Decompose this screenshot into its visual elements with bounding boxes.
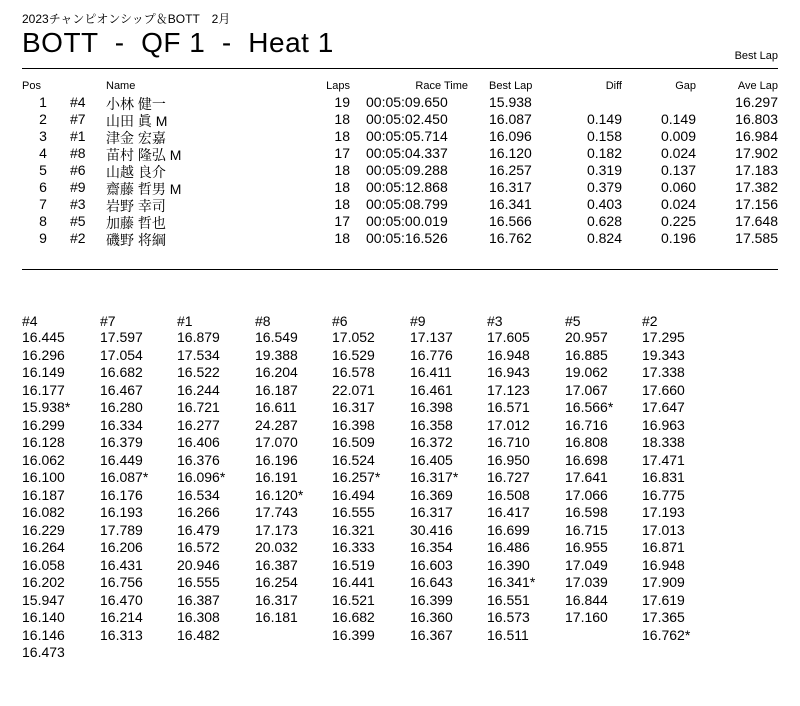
lap-column-header: #3 (487, 313, 503, 329)
result-gap: 0.024 (660, 196, 696, 212)
lap-column-header: #1 (177, 313, 193, 329)
result-laps: 17 (334, 213, 350, 229)
result-ave: 17.902 (735, 145, 778, 161)
result-name: 津金 宏嘉 (106, 130, 166, 146)
col-ave-lap: Ave Lap (737, 80, 778, 92)
lap-time: 16.710 (487, 434, 530, 450)
lap-time: 17.789 (100, 521, 143, 538)
result-row (22, 230, 778, 247)
lap-time: 16.715 (565, 521, 608, 538)
lap-time: 16.831 (642, 469, 685, 485)
result-pos: 9 (39, 230, 47, 246)
lap-time: 17.743 (255, 504, 298, 520)
result-diff: 0.379 (586, 179, 622, 195)
result-ave: 16.803 (735, 111, 778, 127)
lap-time: 16.379 (100, 434, 143, 450)
result-row (22, 196, 778, 213)
result-best: 16.087 (489, 111, 532, 127)
lap-time: 16.372 (410, 434, 453, 450)
lap-time: 16.521 (332, 591, 375, 608)
lap-time: 16.566* (565, 399, 614, 415)
lap-time: 16.321 (332, 521, 375, 538)
lap-time: 16.096* (177, 469, 226, 485)
result-row (22, 162, 778, 179)
bottom-rule (22, 269, 778, 270)
lap-time: 19.343 (642, 346, 685, 363)
lap-time: 16.369 (410, 486, 453, 503)
result-time: 00:05:00.019 (366, 213, 448, 229)
lap-time: 16.762* (642, 626, 691, 643)
lap-time: 16.140 (22, 609, 65, 625)
lap-time: 16.943 (487, 364, 530, 380)
lap-time: 16.333 (332, 539, 375, 555)
result-laps: 18 (334, 196, 350, 212)
result-gap: 0.149 (660, 111, 696, 127)
result-no: #8 (70, 145, 86, 161)
result-laps: 18 (334, 128, 350, 144)
result-pos: 4 (39, 145, 47, 161)
lap-time: 17.660 (642, 381, 685, 398)
result-diff: 0.149 (586, 111, 622, 127)
result-row (22, 94, 778, 111)
lap-time: 16.399 (332, 626, 375, 643)
lap-time: 17.534 (177, 346, 220, 363)
result-pos: 7 (39, 196, 47, 212)
lap-time: 16.204 (255, 364, 298, 380)
page-title: BOTT - QF 1 - Heat 1 (22, 27, 334, 58)
lap-time: 16.479 (177, 521, 220, 538)
col-name: Name (106, 80, 136, 92)
result-ave: 17.156 (735, 196, 778, 212)
lap-time: 16.449 (100, 451, 143, 468)
lap-time: 16.871 (642, 539, 685, 555)
lap-time: 16.187 (255, 381, 298, 398)
lap-column-header: #4 (22, 313, 38, 329)
lap-column (100, 313, 176, 644)
result-diff: 0.158 (586, 128, 622, 144)
lap-column (642, 313, 718, 644)
result-name: 苗村 隆弘 M (106, 147, 182, 163)
lap-time: 16.406 (177, 434, 220, 450)
lap-time: 16.603 (410, 556, 453, 573)
lap-time: 16.202 (22, 574, 65, 590)
lap-time: 16.387 (255, 556, 298, 573)
lap-time: 16.524 (332, 451, 375, 468)
lap-time: 17.123 (487, 381, 530, 398)
lap-time: 16.571 (487, 399, 530, 415)
lap-time: 16.405 (410, 451, 453, 468)
lap-time: 16.486 (487, 539, 530, 555)
lap-time: 17.597 (100, 329, 143, 345)
result-name: 小林 健一 (106, 96, 166, 112)
lap-time: 16.334 (100, 416, 143, 433)
results-table (22, 80, 778, 247)
lap-time: 16.299 (22, 416, 65, 433)
result-ave: 17.585 (735, 230, 778, 246)
lap-time: 16.776 (410, 346, 453, 363)
result-ave: 16.297 (735, 94, 778, 110)
lap-time: 17.013 (642, 521, 685, 538)
lap-time: 16.698 (565, 451, 608, 468)
result-ave: 16.984 (735, 128, 778, 144)
col-pos: Pos (22, 80, 41, 92)
lap-time: 16.367 (410, 626, 453, 643)
lap-column-header: #2 (642, 313, 658, 329)
lap-time: 16.387 (177, 591, 220, 608)
result-pos: 1 (39, 94, 47, 110)
result-no: #3 (70, 196, 86, 212)
result-pos: 6 (39, 179, 47, 195)
result-time: 00:05:02.450 (366, 111, 448, 127)
lap-column (565, 313, 641, 627)
lap-time: 16.149 (22, 364, 65, 380)
lap-time: 16.573 (487, 609, 530, 625)
lap-time: 16.313 (100, 626, 143, 643)
lap-time: 17.066 (565, 486, 608, 503)
lap-column-header: #8 (255, 313, 271, 329)
result-time: 00:05:09.288 (366, 162, 448, 178)
lap-time: 16.578 (332, 364, 375, 380)
lap-time: 16.257* (332, 469, 381, 485)
result-row (22, 213, 778, 230)
result-laps: 18 (334, 162, 350, 178)
lap-column-header: #6 (332, 313, 348, 329)
col-best-lap: Best Lap (489, 80, 533, 92)
lap-time: 15.947 (22, 591, 65, 608)
lap-time: 17.070 (255, 434, 298, 450)
lap-time: 16.317 (332, 399, 375, 415)
lap-column (177, 313, 253, 644)
lap-time: 16.431 (100, 556, 143, 573)
lap-time: 16.317* (410, 469, 459, 485)
lap-time: 17.295 (642, 329, 685, 345)
lap-time: 16.511 (487, 626, 529, 643)
lap-column (332, 313, 408, 644)
lap-time: 16.808 (565, 434, 608, 450)
lap-time: 17.365 (642, 609, 685, 625)
result-gap: 0.009 (660, 128, 696, 144)
result-no: #2 (70, 230, 86, 246)
lap-time: 16.555 (177, 574, 220, 590)
lap-time: 16.699 (487, 521, 530, 538)
lap-time: 15.938* (22, 399, 71, 415)
best-lap-label: Best Lap (734, 50, 778, 62)
lap-time: 18.338 (642, 434, 685, 450)
col-laps: Laps (326, 80, 350, 92)
lap-time: 16.187 (22, 486, 65, 503)
lap-column (255, 313, 331, 627)
lap-time: 16.280 (100, 399, 143, 415)
lap-column (22, 313, 98, 662)
result-name: 加藤 哲也 (106, 215, 166, 231)
lap-time: 20.957 (565, 329, 608, 345)
lap-time: 16.206 (100, 539, 143, 555)
lap-time: 16.264 (22, 539, 65, 555)
result-diff: 0.824 (586, 230, 622, 246)
lap-time: 16.308 (177, 609, 220, 625)
result-no: #1 (70, 128, 86, 144)
lap-time: 16.509 (332, 434, 375, 450)
lap-column-header: #7 (100, 313, 116, 329)
lap-time: 16.176 (100, 486, 143, 503)
lap-time: 16.214 (100, 609, 143, 625)
result-row (22, 111, 778, 128)
lap-time: 17.338 (642, 364, 685, 380)
lap-time: 17.605 (487, 329, 530, 345)
result-best: 16.566 (489, 213, 532, 229)
result-best: 16.120 (489, 145, 532, 161)
result-name: 山田 眞 M (106, 113, 168, 129)
lap-time: 17.054 (100, 346, 143, 363)
lap-time: 16.341* (487, 574, 536, 590)
lap-time: 16.296 (22, 346, 65, 363)
result-time: 00:05:09.650 (366, 94, 448, 110)
result-diff: 0.319 (586, 162, 622, 178)
lap-time: 19.388 (255, 346, 298, 363)
result-pos: 8 (39, 213, 47, 229)
lap-time: 16.756 (100, 574, 143, 590)
lap-time: 16.196 (255, 451, 298, 468)
lap-time: 16.522 (177, 364, 220, 380)
result-no: #6 (70, 162, 86, 178)
top-rule (22, 68, 778, 69)
lap-time: 16.716 (565, 416, 608, 433)
lap-time: 17.471 (642, 451, 685, 468)
lap-time: 16.358 (410, 416, 453, 433)
result-time: 00:05:08.799 (366, 196, 448, 212)
results-header (22, 80, 778, 94)
lap-time: 17.641 (565, 469, 608, 485)
col-diff: Diff (605, 80, 622, 92)
result-no: #4 (70, 94, 86, 110)
result-name: 山越 良介 (106, 164, 166, 180)
lap-time: 16.494 (332, 486, 375, 503)
result-gap: 0.137 (660, 162, 696, 178)
result-pos: 2 (39, 111, 47, 127)
lap-time: 16.354 (410, 539, 453, 555)
lap-time: 16.146 (22, 626, 65, 643)
lap-time: 19.062 (565, 364, 608, 380)
lap-time: 16.643 (410, 574, 453, 590)
lap-time: 16.411 (410, 364, 452, 380)
lap-time: 16.508 (487, 486, 530, 503)
result-gap: 0.024 (660, 145, 696, 161)
result-best: 16.096 (489, 128, 532, 144)
lap-time: 17.052 (332, 329, 375, 345)
result-time: 00:05:05.714 (366, 128, 448, 144)
lap-time: 16.844 (565, 591, 608, 608)
lap-time: 16.244 (177, 381, 220, 398)
result-row (22, 179, 778, 196)
lap-time: 16.082 (22, 504, 65, 520)
result-diff: 0.182 (586, 145, 622, 161)
result-ave: 17.648 (735, 213, 778, 229)
lap-time: 16.177 (22, 381, 65, 398)
lap-time: 16.775 (642, 486, 685, 503)
result-row (22, 145, 778, 162)
lap-time: 16.551 (487, 591, 530, 608)
result-diff: 0.628 (586, 213, 622, 229)
lap-time: 16.193 (100, 504, 143, 520)
lap-time: 17.909 (642, 574, 685, 590)
series-title: 2023チャンピオンシップ＆BOTT 2月 (22, 12, 231, 26)
lap-time: 16.473 (22, 644, 65, 660)
result-no: #7 (70, 111, 86, 127)
result-best: 16.317 (489, 179, 532, 195)
lap-time: 16.950 (487, 451, 530, 468)
result-name: 齋藤 哲男 M (106, 181, 182, 197)
lap-time: 16.398 (410, 399, 453, 415)
lap-time: 16.727 (487, 469, 530, 485)
lap-time: 16.254 (255, 574, 298, 590)
lap-time: 17.193 (642, 504, 685, 520)
result-laps: 19 (334, 94, 350, 110)
lap-time: 16.572 (177, 539, 220, 555)
result-diff: 0.403 (586, 196, 622, 212)
lap-time: 16.611 (255, 399, 297, 415)
result-no: #9 (70, 179, 86, 195)
result-best: 16.257 (489, 162, 532, 178)
lap-time: 16.360 (410, 609, 453, 625)
result-gap: 0.060 (660, 179, 696, 195)
lap-time: 16.955 (565, 539, 608, 555)
lap-time: 17.137 (410, 329, 453, 345)
lap-time: 30.416 (410, 521, 453, 538)
result-best: 16.762 (489, 230, 532, 246)
lap-time: 16.948 (642, 556, 685, 573)
lap-time: 16.191 (255, 469, 298, 485)
result-laps: 18 (334, 111, 350, 127)
col-gap: Gap (675, 80, 696, 92)
lap-time: 16.376 (177, 451, 220, 468)
result-gap: 0.196 (660, 230, 696, 246)
lap-time: 17.647 (642, 399, 685, 415)
lap-time: 16.529 (332, 346, 375, 363)
lap-time: 17.012 (487, 416, 530, 433)
lap-time: 16.317 (255, 591, 298, 608)
lap-time: 17.067 (565, 381, 608, 398)
lap-time: 16.467 (100, 381, 143, 398)
lap-time: 16.100 (22, 469, 65, 485)
lap-time: 16.390 (487, 556, 530, 573)
lap-time: 16.417 (487, 504, 530, 520)
lap-time: 17.160 (565, 609, 608, 625)
result-pos: 3 (39, 128, 47, 144)
lap-time: 16.948 (487, 346, 530, 363)
lap-time: 16.128 (22, 434, 65, 450)
lap-time: 16.441 (332, 574, 375, 590)
lap-time: 16.058 (22, 556, 65, 573)
result-ave: 17.382 (735, 179, 778, 195)
lap-time: 16.682 (100, 364, 143, 380)
lap-time: 16.470 (100, 591, 143, 608)
lap-time: 16.879 (177, 329, 220, 345)
lap-time: 16.482 (177, 626, 220, 643)
lap-time: 16.555 (332, 504, 375, 520)
lap-time: 20.032 (255, 539, 298, 555)
result-time: 00:05:16.526 (366, 230, 448, 246)
lap-time: 16.534 (177, 486, 220, 503)
lap-time: 16.445 (22, 329, 65, 345)
lap-time: 16.549 (255, 329, 298, 345)
lap-column-header: #9 (410, 313, 426, 329)
lap-time: 16.062 (22, 451, 65, 468)
lap-time: 16.885 (565, 346, 608, 363)
lap-time: 17.619 (642, 591, 685, 608)
lap-time: 16.682 (332, 609, 375, 625)
lap-time: 24.287 (255, 416, 298, 433)
result-best: 15.938 (489, 94, 532, 110)
lap-time: 17.039 (565, 574, 608, 590)
lap-time: 16.461 (410, 381, 453, 398)
lap-time: 16.721 (177, 399, 220, 415)
lap-time: 16.181 (255, 609, 298, 625)
lap-column (487, 313, 563, 644)
lap-time: 17.173 (255, 521, 298, 538)
lap-time: 16.398 (332, 416, 375, 433)
result-name: 磯野 将綱 (106, 232, 166, 248)
lap-time: 16.120* (255, 486, 304, 503)
lap-column-header: #5 (565, 313, 581, 329)
result-laps: 18 (334, 179, 350, 195)
result-gap: 0.225 (660, 213, 696, 229)
lap-time: 16.598 (565, 504, 608, 520)
lap-time: 22.071 (332, 381, 375, 398)
result-ave: 17.183 (735, 162, 778, 178)
lap-time: 16.963 (642, 416, 685, 433)
lap-time: 16.277 (177, 416, 220, 433)
result-row (22, 128, 778, 145)
lap-time: 16.399 (410, 591, 453, 608)
result-time: 00:05:12.868 (366, 179, 448, 195)
result-best: 16.341 (489, 196, 532, 212)
result-pos: 5 (39, 162, 47, 178)
lap-time: 16.317 (410, 504, 453, 520)
lap-time: 16.229 (22, 521, 65, 538)
result-time: 00:05:04.337 (366, 145, 448, 161)
result-laps: 18 (334, 230, 350, 246)
result-no: #5 (70, 213, 86, 229)
lap-column (410, 313, 486, 644)
result-laps: 17 (334, 145, 350, 161)
lap-time: 20.946 (177, 556, 220, 573)
lap-time: 17.049 (565, 556, 608, 573)
result-name: 岩野 幸司 (106, 198, 166, 214)
lap-time: 16.087* (100, 469, 149, 485)
lap-time: 16.519 (332, 556, 375, 573)
lap-time: 16.266 (177, 504, 220, 520)
col-race-time: Race Time (415, 80, 468, 92)
